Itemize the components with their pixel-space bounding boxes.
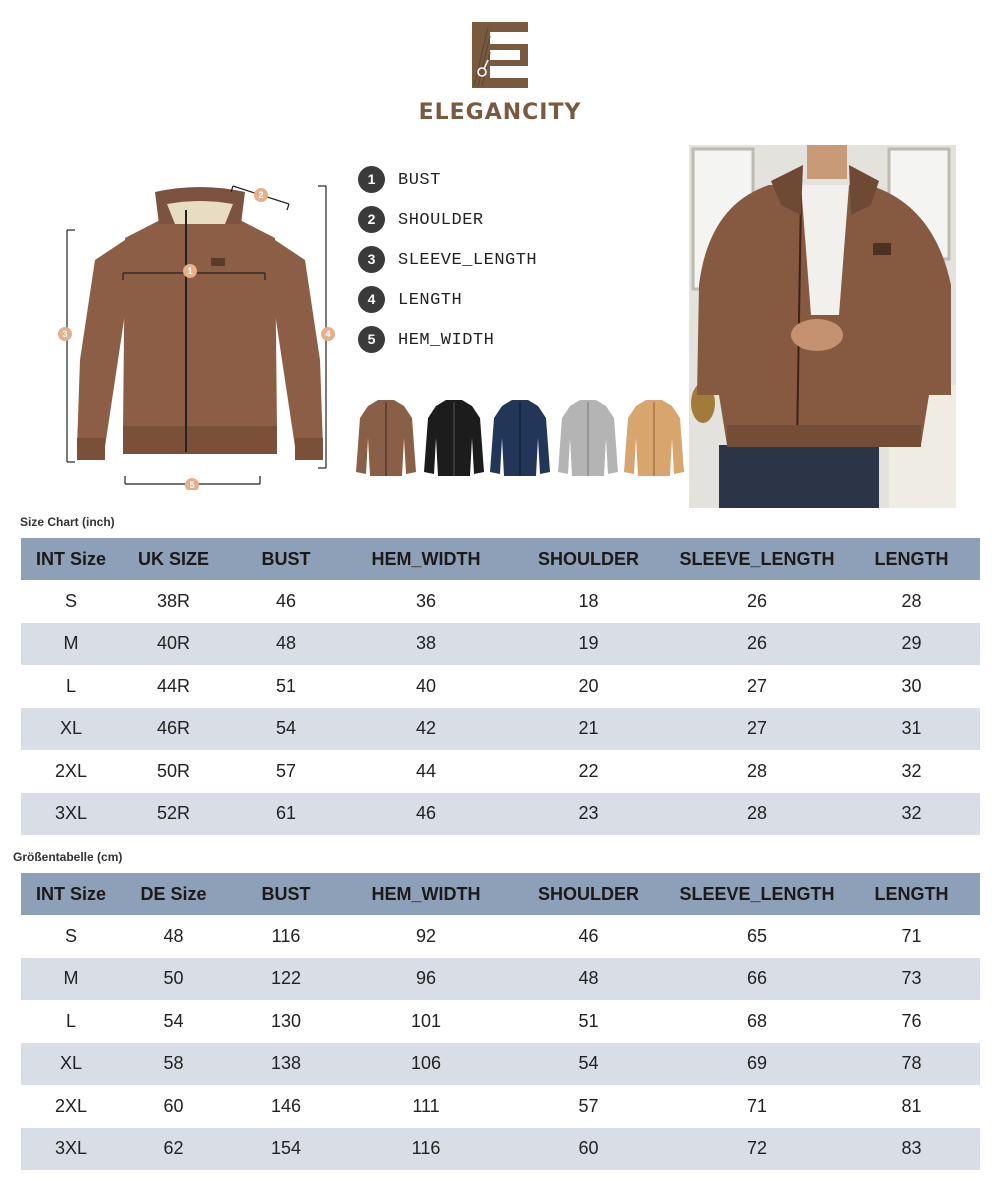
table-cell: 60	[506, 1128, 671, 1171]
table-cell: 44R	[121, 665, 226, 708]
table-cell: 29	[843, 623, 980, 666]
column-header: HEM_WIDTH	[346, 538, 506, 580]
table-cell: S	[21, 580, 121, 623]
table-cell: 50	[121, 958, 226, 1001]
svg-text:2: 2	[258, 190, 264, 200]
legend-item-sleeve-length	[358, 244, 678, 284]
table-cell: 54	[506, 1043, 671, 1086]
column-header: BUST	[226, 538, 346, 580]
table-cell: 40	[346, 665, 506, 708]
brand-logo	[400, 20, 600, 130]
table-cell: 116	[226, 915, 346, 958]
jacket-diagram-svg	[55, 180, 345, 490]
table-cell: 30	[843, 665, 980, 708]
table-cell: 27	[671, 665, 843, 708]
table-cell: 38	[346, 623, 506, 666]
inch-table-title: Size Chart (inch)	[20, 515, 115, 529]
table-cell: 27	[671, 708, 843, 751]
jacket-left-sleeve	[77, 240, 127, 460]
legend-label: BUST	[398, 171, 441, 190]
table-cell: 36	[346, 580, 506, 623]
table-cell: 61	[226, 793, 346, 836]
table-cell: 72	[671, 1128, 843, 1171]
table-cell: 26	[671, 623, 843, 666]
table-row	[21, 1043, 980, 1086]
svg-text:5: 5	[189, 480, 195, 490]
table-cell: 44	[346, 750, 506, 793]
measurement-legend	[358, 164, 678, 364]
legend-item-hem-width	[358, 324, 678, 364]
jacket-measurement-diagram	[55, 180, 345, 490]
table-cell: 48	[226, 623, 346, 666]
model-photo-illustration	[689, 145, 956, 508]
table-cell: 57	[506, 1085, 671, 1128]
cm-table-title: Größentabelle (cm)	[13, 850, 123, 864]
table-cell: 111	[346, 1085, 506, 1128]
legend-label: HEM_WIDTH	[398, 331, 495, 350]
table-row	[21, 958, 980, 1001]
table-cell: L	[21, 1000, 121, 1043]
legend-label: LENGTH	[398, 291, 463, 310]
legend-item-bust	[358, 164, 678, 204]
jacket-brown-icon[interactable]	[354, 398, 418, 480]
table-header-row	[21, 538, 980, 580]
table-row	[21, 665, 980, 708]
column-header: INT Size	[21, 873, 121, 915]
table-row	[21, 1085, 980, 1128]
column-header: SLEEVE_LENGTH	[671, 538, 843, 580]
table-cell: 76	[843, 1000, 980, 1043]
jacket-grey-icon[interactable]	[556, 398, 620, 480]
table-cell: 69	[671, 1043, 843, 1086]
table-cell: M	[21, 958, 121, 1001]
column-header: BUST	[226, 873, 346, 915]
column-header: SHOULDER	[506, 873, 671, 915]
table-cell: 116	[346, 1128, 506, 1171]
table-row	[21, 1000, 980, 1043]
model-photo	[689, 145, 956, 508]
table-cell: 46	[226, 580, 346, 623]
table-cell: 71	[843, 915, 980, 958]
table-cell: 62	[121, 1128, 226, 1171]
table-cell: 22	[506, 750, 671, 793]
table-cell: 138	[226, 1043, 346, 1086]
table-cell: 23	[506, 793, 671, 836]
table-cell: 19	[506, 623, 671, 666]
table-cell: 92	[346, 915, 506, 958]
legend-number: 5	[358, 326, 385, 353]
table-cell: 101	[346, 1000, 506, 1043]
jacket-hem	[123, 426, 277, 454]
column-header: UK SIZE	[121, 538, 226, 580]
table-cell: S	[21, 915, 121, 958]
table-cell: 130	[226, 1000, 346, 1043]
table-cell: 46R	[121, 708, 226, 751]
legend-number: 3	[358, 246, 385, 273]
table-cell: 26	[671, 580, 843, 623]
column-header: SHOULDER	[506, 538, 671, 580]
column-header: LENGTH	[843, 873, 980, 915]
table-row	[21, 793, 980, 836]
table-row	[21, 623, 980, 666]
column-header: DE Size	[121, 873, 226, 915]
table-cell: 57	[226, 750, 346, 793]
jacket-right-sleeve	[273, 240, 323, 460]
svg-text:1: 1	[187, 266, 193, 276]
table-cell: 71	[671, 1085, 843, 1128]
table-cell: L	[21, 665, 121, 708]
table-cell: 78	[843, 1043, 980, 1086]
table-header-row	[21, 873, 980, 915]
legend-number: 1	[358, 166, 385, 193]
table-row	[21, 580, 980, 623]
legend-item-shoulder	[358, 204, 678, 244]
table-cell: 52R	[121, 793, 226, 836]
legend-label: SHOULDER	[398, 211, 484, 230]
legend-number: 2	[358, 206, 385, 233]
table-cell: 38R	[121, 580, 226, 623]
table-cell: 48	[121, 915, 226, 958]
column-header: SLEEVE_LENGTH	[671, 873, 843, 915]
table-row	[21, 750, 980, 793]
table-cell: 40R	[121, 623, 226, 666]
table-row	[21, 1128, 980, 1171]
table-cell: 21	[506, 708, 671, 751]
svg-text:4: 4	[325, 329, 331, 339]
table-cell: XL	[21, 708, 121, 751]
table-cell: 50R	[121, 750, 226, 793]
table-cell: 122	[226, 958, 346, 1001]
table-cell: 18	[506, 580, 671, 623]
table-row	[21, 915, 980, 958]
jacket-body	[123, 220, 277, 430]
legend-item-length	[358, 284, 678, 324]
table-cell: 83	[843, 1128, 980, 1171]
table-cell: 96	[346, 958, 506, 1001]
svg-text:3: 3	[62, 329, 68, 339]
table-cell: 106	[346, 1043, 506, 1086]
table-cell: 46	[506, 915, 671, 958]
column-header: INT Size	[21, 538, 121, 580]
cm-size-table	[21, 873, 980, 1170]
table-cell: 42	[346, 708, 506, 751]
table-cell: 46	[346, 793, 506, 836]
table-cell: 146	[226, 1085, 346, 1128]
table-cell: 28	[671, 750, 843, 793]
jacket-black-icon[interactable]	[422, 398, 486, 480]
jacket-khaki-icon[interactable]	[622, 398, 686, 480]
table-cell: XL	[21, 1043, 121, 1086]
table-cell: 28	[843, 580, 980, 623]
table-cell: 2XL	[21, 750, 121, 793]
legend-number: 4	[358, 286, 385, 313]
table-cell: 73	[843, 958, 980, 1001]
table-cell: 154	[226, 1128, 346, 1171]
column-header: LENGTH	[843, 538, 980, 580]
table-cell: 81	[843, 1085, 980, 1128]
brand-name: ELEGANCITY	[418, 100, 582, 125]
table-cell: 3XL	[21, 793, 121, 836]
table-cell: 68	[671, 1000, 843, 1043]
table-cell: 66	[671, 958, 843, 1001]
table-cell: 54	[226, 708, 346, 751]
table-cell: 51	[226, 665, 346, 708]
table-cell: 65	[671, 915, 843, 958]
inch-size-table	[21, 538, 980, 835]
table-cell: 31	[843, 708, 980, 751]
table-row	[21, 708, 980, 751]
table-cell: 28	[671, 793, 843, 836]
table-cell: 32	[843, 750, 980, 793]
color-variants	[352, 398, 692, 482]
table-cell: 3XL	[21, 1128, 121, 1171]
table-cell: 51	[506, 1000, 671, 1043]
table-cell: 60	[121, 1085, 226, 1128]
table-cell: 54	[121, 1000, 226, 1043]
jacket-navy-icon[interactable]	[488, 398, 552, 480]
table-cell: M	[21, 623, 121, 666]
table-cell: 2XL	[21, 1085, 121, 1128]
table-cell: 58	[121, 1043, 226, 1086]
table-cell: 20	[506, 665, 671, 708]
logo-e-mark-icon	[472, 22, 528, 88]
legend-label: SLEEVE_LENGTH	[398, 251, 538, 270]
table-cell: 48	[506, 958, 671, 1001]
column-header: HEM_WIDTH	[346, 873, 506, 915]
table-cell: 32	[843, 793, 980, 836]
